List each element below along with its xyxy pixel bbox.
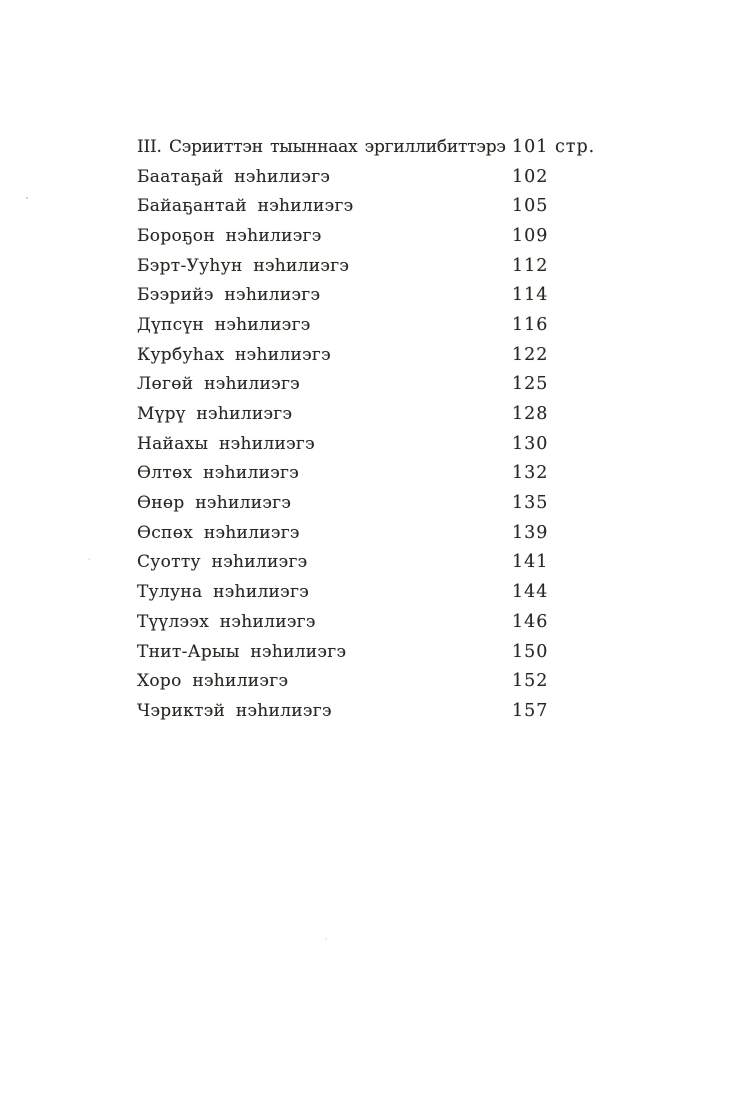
toc-row bbox=[137, 518, 607, 548]
nasleg-name: Лөгөй нэһилиэгэ bbox=[137, 374, 301, 395]
nasleg-name: Бэрт-Ууһун нэһилиэгэ bbox=[137, 255, 350, 276]
toc-row bbox=[137, 637, 607, 667]
nasleg-name: Бээрийэ нэһилиэгэ bbox=[137, 285, 321, 306]
page-number: 150 bbox=[512, 641, 549, 662]
toc-row bbox=[137, 459, 607, 489]
nasleg-name: Баатаҕай нэһилиэгэ bbox=[137, 166, 331, 187]
page-number: 130 bbox=[512, 433, 549, 454]
page-number: 144 bbox=[512, 582, 549, 603]
page-number: 157 bbox=[512, 700, 549, 721]
toc-row bbox=[137, 666, 607, 696]
scan-speck bbox=[325, 938, 327, 940]
nasleg-name: Өнөр нэһилиэгэ bbox=[137, 493, 292, 514]
toc-row bbox=[137, 162, 607, 192]
page-number: 114 bbox=[512, 285, 549, 306]
toc-row bbox=[137, 251, 607, 281]
page-number: 105 bbox=[512, 196, 549, 217]
scan-speck bbox=[26, 197, 28, 199]
toc-row bbox=[137, 370, 607, 400]
nasleg-name: Курбуһах нэһилиэгэ bbox=[137, 344, 331, 365]
nasleg-name: Чэриктэй нэһилиэгэ bbox=[137, 700, 332, 721]
page-number: 122 bbox=[512, 344, 549, 365]
page-number: 116 bbox=[512, 314, 549, 335]
section-header-title: III. Сэрииттэн тыыннаах эргиллибиттэрэ bbox=[137, 136, 506, 157]
page-number: 125 bbox=[512, 374, 549, 395]
table-of-contents bbox=[137, 132, 607, 726]
page-number: 109 bbox=[512, 225, 549, 246]
scan-speck bbox=[88, 558, 90, 560]
toc-row bbox=[137, 696, 607, 726]
nasleg-name: Өлтөх нэһилиэгэ bbox=[137, 463, 300, 484]
toc-row bbox=[137, 577, 607, 607]
nasleg-name: Түүлээх нэһилиэгэ bbox=[137, 611, 316, 632]
toc-section-header-row bbox=[137, 132, 607, 162]
page-number: 102 bbox=[512, 166, 549, 187]
toc-row bbox=[137, 607, 607, 637]
page-number: 139 bbox=[512, 522, 549, 543]
page-number: 152 bbox=[512, 671, 549, 692]
page-number: 132 bbox=[512, 463, 549, 484]
nasleg-name: Суотту нэһилиэгэ bbox=[137, 552, 308, 573]
page-number: 128 bbox=[512, 404, 549, 425]
toc-row bbox=[137, 399, 607, 429]
nasleg-name: Өспөх нэһилиэгэ bbox=[137, 522, 300, 543]
nasleg-name: Хоро нэһилиэгэ bbox=[137, 671, 289, 692]
toc-row bbox=[137, 548, 607, 578]
nasleg-name: Бороҕон нэһилиэгэ bbox=[137, 225, 322, 246]
page-number: 135 bbox=[512, 493, 549, 514]
nasleg-name: Байаҕантай нэһилиэгэ bbox=[137, 196, 354, 217]
nasleg-name: Тнит-Арыы нэһилиэгэ bbox=[137, 641, 347, 662]
toc-row bbox=[137, 280, 607, 310]
toc-row bbox=[137, 221, 607, 251]
page-number: 146 bbox=[512, 611, 549, 632]
toc-row bbox=[137, 340, 607, 370]
toc-row bbox=[137, 310, 607, 340]
page-number: 141 bbox=[512, 552, 549, 573]
toc-row bbox=[137, 488, 607, 518]
toc-row bbox=[137, 191, 607, 221]
nasleg-name: Дүпсүн нэһилиэгэ bbox=[137, 314, 311, 335]
toc-row bbox=[137, 429, 607, 459]
nasleg-name: Найахы нэһилиэгэ bbox=[137, 433, 315, 454]
section-header-page-ref: 101 стр. bbox=[512, 136, 596, 157]
nasleg-name: Мүрү нэһилиэгэ bbox=[137, 404, 293, 425]
page-number: 112 bbox=[512, 255, 549, 276]
nasleg-name: Тулуна нэһилиэгэ bbox=[137, 582, 310, 603]
